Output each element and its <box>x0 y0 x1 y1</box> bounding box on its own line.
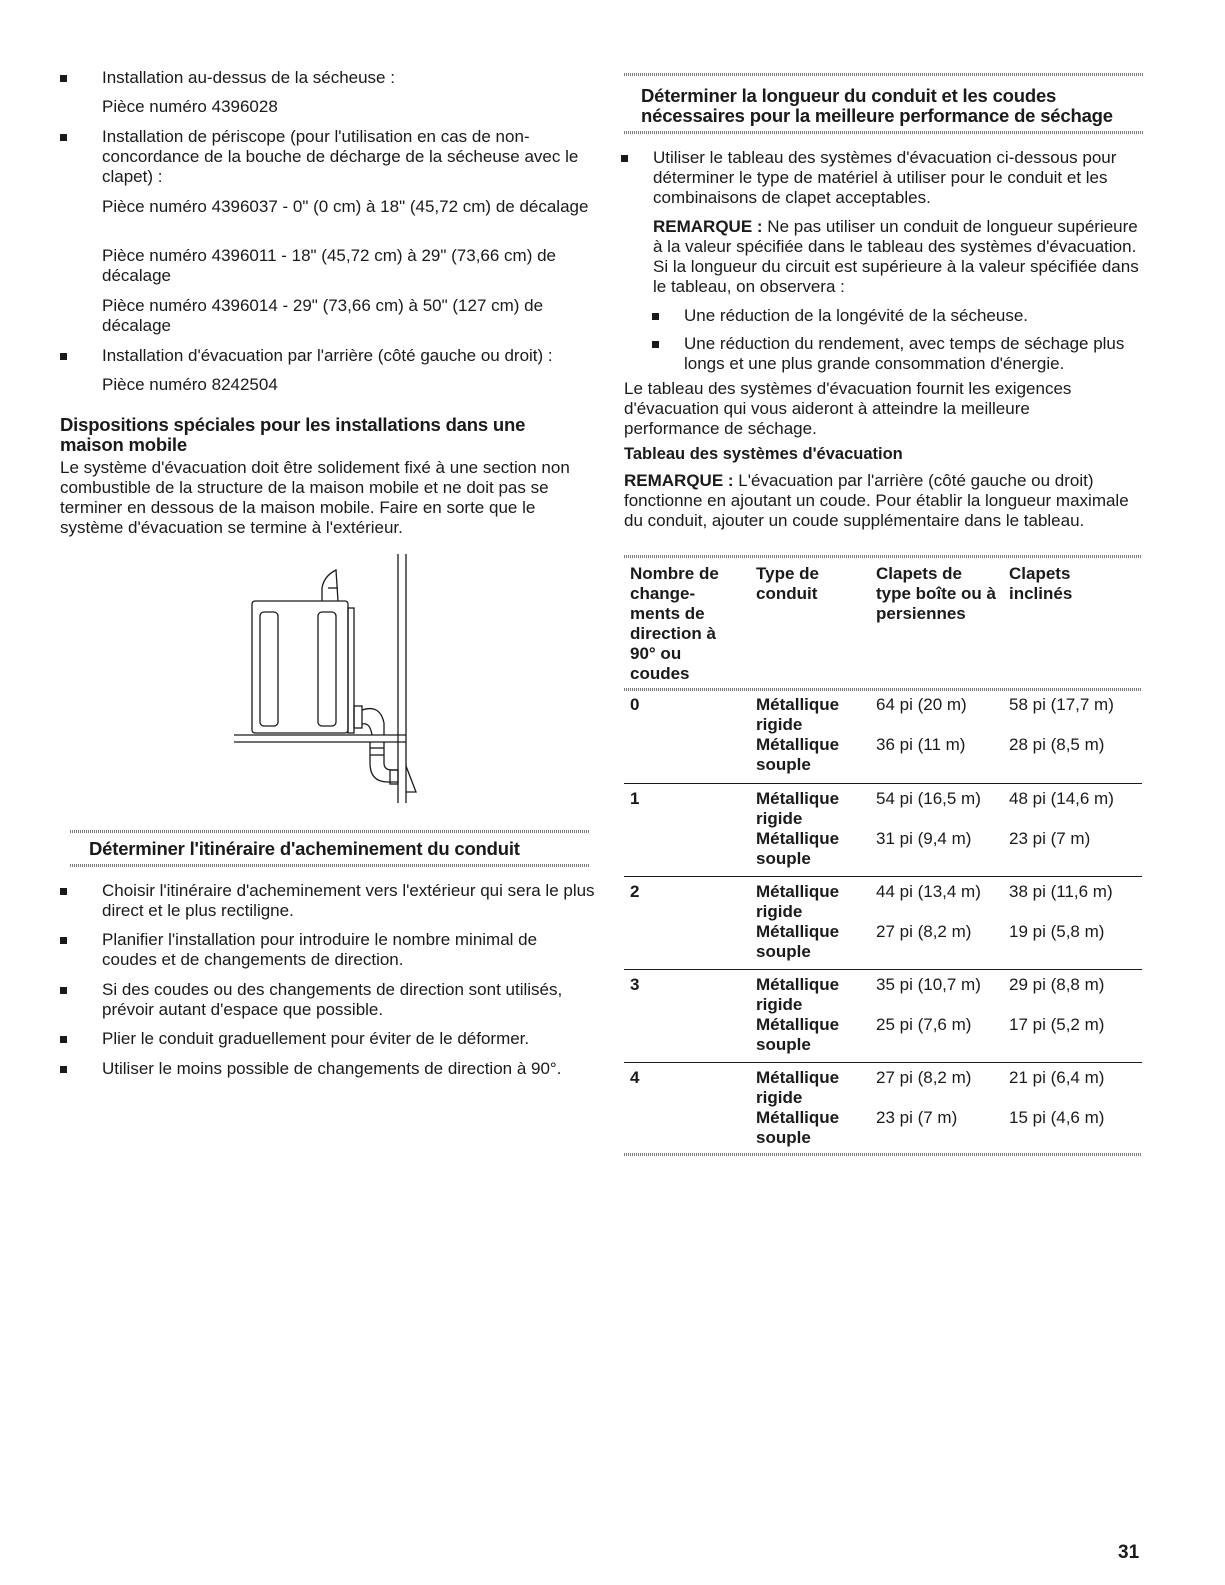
row-divider <box>624 876 1142 877</box>
column-header: Nombre de change-ments de direction à 90° ou coudes <box>630 564 719 683</box>
column-header: Type de conduit <box>756 564 819 603</box>
angled-cell: 21 pi (6,4 m) <box>1009 1068 1105 1087</box>
list-item-text: Choisir l'itinéraire d'acheminement vers l'extérieur qui sera le plus direct et le plus rectiligne. <box>102 881 595 920</box>
angled-cell: 58 pi (17,7 m) <box>1009 695 1114 714</box>
turns-cell: 1 <box>630 789 640 808</box>
bullet-icon <box>60 1036 67 1043</box>
angled-cell: 48 pi (14,6 m) <box>1009 789 1114 808</box>
bullet-icon <box>60 987 67 994</box>
table-row <box>624 1068 1142 1153</box>
table-top-rule <box>624 555 1142 558</box>
column-header: Clapets de type boîte ou à persiennes <box>876 564 996 623</box>
box-louvered-cell: 54 pi (16,5 m) <box>876 789 981 808</box>
section-heading-duct-length: Déterminer la longueur du conduit et les coudes nécessaires pour la meilleure performance de séchage <box>641 85 1113 126</box>
part-number: Pièce numéro 4396028 <box>102 97 278 116</box>
part-number: Pièce numéro 8242504 <box>102 375 278 394</box>
box-louvered-cell: 25 pi (7,6 m) <box>876 1015 972 1034</box>
table-header-rule <box>624 688 1142 691</box>
bullet-icon <box>652 313 659 320</box>
duct-type-cell: Métallique rigide <box>756 789 840 828</box>
divider <box>70 830 590 833</box>
angled-cell: 38 pi (11,6 m) <box>1009 882 1113 901</box>
part-number: Pièce numéro 4396014 - 29" (73,66 cm) à 50" (127 cm) de décalage <box>102 296 544 335</box>
mobile-home-text: Le système d'évacuation doit être solidement fixé à une section non combustible de la structure de la maison mobile et ne doit pas se terminer en dessous de la maison mobile. Faire en sorte que le système d'évacuation se termine à l'extérieur. <box>60 458 570 537</box>
row-divider <box>624 1062 1142 1063</box>
box-louvered-cell: 44 pi (13,4 m) <box>876 882 981 901</box>
duct-type-cell: Métallique souple <box>756 735 840 774</box>
angled-cell: 17 pi (5,2 m) <box>1009 1015 1105 1034</box>
turns-cell: 3 <box>630 975 640 994</box>
angled-cell: 29 pi (8,8 m) <box>1009 975 1105 994</box>
page-number: 31 <box>1118 1542 1140 1563</box>
bullet-icon <box>60 75 67 82</box>
bullet-icon <box>60 1066 67 1073</box>
duct-type-cell: Métallique souple <box>756 922 840 961</box>
divider <box>70 864 590 867</box>
table-bottom-rule <box>624 1153 1142 1156</box>
table-row <box>624 975 1142 1060</box>
list-item-text: Une réduction du rendement, avec temps de séchage plus longs et une plus grande consommation d'énergie. <box>684 334 1125 373</box>
list-item-text: Plier le conduit graduellement pour éviter de le déformer. <box>102 1029 530 1048</box>
box-louvered-cell: 23 pi (7 m) <box>876 1108 958 1127</box>
duct-type-cell: Métallique rigide <box>756 975 840 1014</box>
list-item-text: Installation au-dessus de la sécheuse : <box>102 68 395 87</box>
note-label: REMARQUE : <box>653 217 763 236</box>
angled-cell: 15 pi (4,6 m) <box>1009 1108 1105 1127</box>
list-item-text: Utiliser le moins possible de changements de direction à 90°. <box>102 1059 562 1078</box>
list-item-text: Une réduction de la longévité de la sécheuse. <box>684 306 1029 325</box>
note-label: REMARQUE : <box>624 471 734 490</box>
bullet-icon <box>60 134 67 141</box>
angled-cell: 19 pi (5,8 m) <box>1009 922 1105 941</box>
part-number: Pièce numéro 4396037 - 0" (0 cm) à 18" (45,72 cm) de décalage <box>102 197 589 216</box>
note-text: L'évacuation par l'arrière (côté gauche ou droit) fonctionne en ajoutant un coude. Pour établir la longueur maximale du conduit, ajouter un coude supplémentaire dans le tableau. <box>624 471 1129 530</box>
bullet-icon <box>60 353 67 360</box>
angled-cell: 28 pi (8,5 m) <box>1009 735 1105 754</box>
turns-cell: 4 <box>630 1068 640 1087</box>
duct-type-cell: Métallique souple <box>756 829 840 868</box>
list-item-text: Planifier l'installation pour introduire le nombre minimal de coudes et de changements de direction. <box>102 930 538 969</box>
bullet-icon <box>652 341 659 348</box>
duct-type-cell: Métallique rigide <box>756 695 840 734</box>
duct-type-cell: Métallique rigide <box>756 882 840 921</box>
list-item-text: Installation de périscope (pour l'utilisation en cas de non-concordance de la bouche de décharge de la sécheuse avec le clapet) : <box>102 127 579 186</box>
duct-type-cell: Métallique souple <box>756 1015 840 1054</box>
dryer-vent-illustration <box>230 548 500 810</box>
row-divider <box>624 969 1142 970</box>
venting-table <box>624 555 1144 1165</box>
turns-cell: 0 <box>630 695 640 714</box>
table-row <box>624 789 1142 874</box>
part-number: Pièce numéro 4396011 - 18" (45,72 cm) à 29" (73,66 cm) de décalage <box>102 246 557 285</box>
divider <box>624 131 1144 134</box>
box-louvered-cell: 27 pi (8,2 m) <box>876 922 972 941</box>
box-louvered-cell: 64 pi (20 m) <box>876 695 967 714</box>
box-louvered-cell: 31 pi (9,4 m) <box>876 829 972 848</box>
list-item-text: Si des coudes ou des changements de direction sont utilisés, prévoir autant d'espace que possible. <box>102 980 563 1019</box>
section-heading-route: Déterminer l'itinéraire d'acheminement du conduit <box>89 838 520 859</box>
box-louvered-cell: 35 pi (10,7 m) <box>876 975 981 994</box>
divider <box>624 73 1144 76</box>
table-title: Tableau des systèmes d'évacuation <box>624 445 903 463</box>
table-intro: Le tableau des systèmes d'évacuation fournit les exigences d'évacuation qui vous aideront à atteindre la meilleure performance de séchage. <box>624 379 1072 438</box>
note-paragraph <box>653 217 1145 297</box>
note-text: Ne pas utiliser un conduit de longueur supérieure à la valeur spécifiée dans le tableau des systèmes d'évacuation. Si la longueur du circuit est supérieure à la valeur spécifiée dans le tableau, on observera : <box>653 217 1139 296</box>
note-paragraph <box>624 471 1134 531</box>
duct-type-cell: Métallique rigide <box>756 1068 840 1107</box>
angled-cell: 23 pi (7 m) <box>1009 829 1091 848</box>
list-item-text: Utiliser le tableau des systèmes d'évacuation ci-dessous pour déterminer le type de matériel à utiliser pour le conduit et les combinaisons de clapet acceptables. <box>653 148 1117 207</box>
box-louvered-cell: 27 pi (8,2 m) <box>876 1068 972 1087</box>
table-row <box>624 882 1142 967</box>
box-louvered-cell: 36 pi (11 m) <box>876 735 966 754</box>
section-heading-mobile-home: Dispositions spéciales pour les installations dans une maison mobile <box>60 414 526 455</box>
column-header: Clapets inclinés <box>1009 564 1073 603</box>
duct-type-cell: Métallique souple <box>756 1108 840 1147</box>
turns-cell: 2 <box>630 882 640 901</box>
table-row <box>624 695 1142 780</box>
bullet-icon <box>621 155 628 162</box>
bullet-icon <box>60 888 67 895</box>
bullet-icon <box>60 937 67 944</box>
row-divider <box>624 783 1142 784</box>
list-item-text: Installation d'évacuation par l'arrière (côté gauche ou droit) : <box>102 346 553 365</box>
